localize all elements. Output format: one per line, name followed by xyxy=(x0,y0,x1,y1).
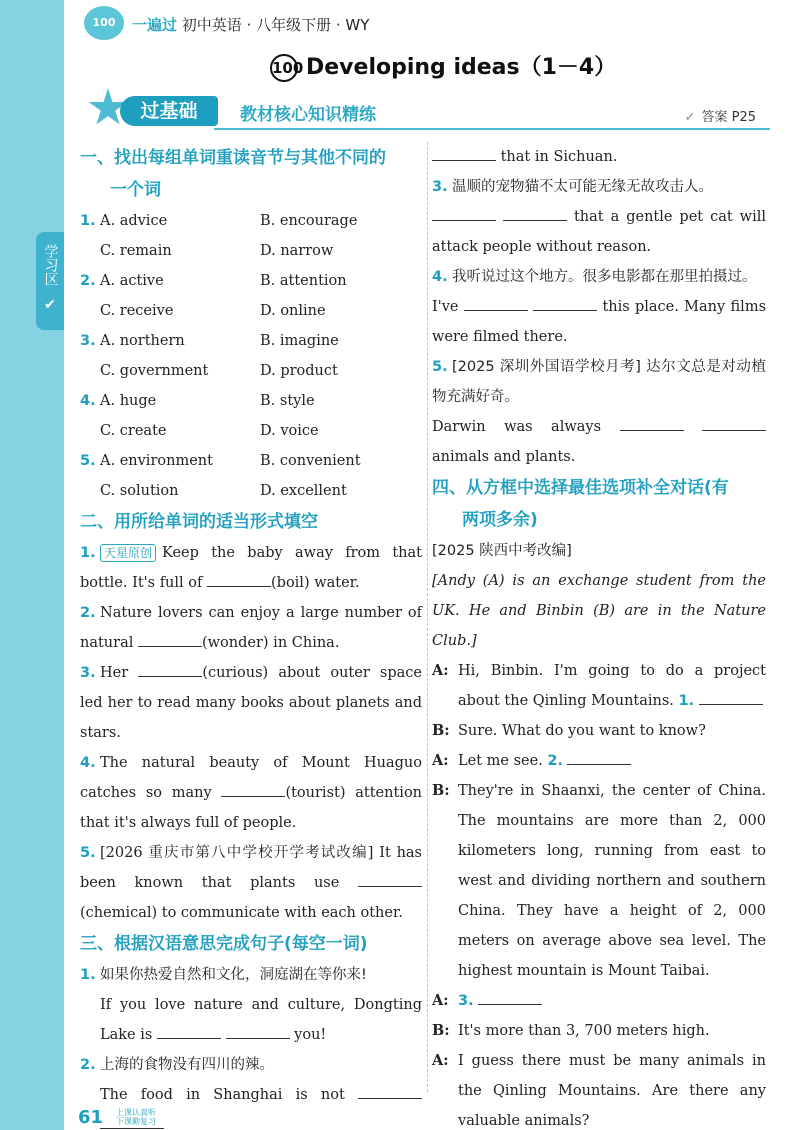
option-a: A. environment xyxy=(100,453,213,469)
answer-blank[interactable] xyxy=(432,143,496,161)
question-number: 3. xyxy=(432,179,448,195)
speaker: A: xyxy=(432,1052,449,1069)
answer-blank[interactable] xyxy=(138,629,202,647)
option-d: D. voice xyxy=(260,423,319,439)
study-area-label: 学习区 xyxy=(42,244,59,286)
blank-number: 1. xyxy=(678,693,695,709)
dialogue-text: Sure. What do you want to know? xyxy=(458,723,706,739)
dialogue-line xyxy=(432,1046,766,1130)
original-tag: 天星原创 xyxy=(100,544,156,562)
question-hint: (tourist) attention that it's always full of people. xyxy=(80,785,423,831)
answer-blank[interactable] xyxy=(464,293,528,311)
section-banner xyxy=(64,94,770,130)
option-d: D. excellent xyxy=(260,483,347,499)
english-sentence: If you love nature and culture, Dongting Lake is xyxy=(100,997,422,1043)
dialogue-line xyxy=(432,716,766,746)
english-sentence: I've xyxy=(432,299,459,315)
source-note: [2025 陕西中考改编] xyxy=(432,543,572,559)
question-number: 2. xyxy=(80,1057,96,1073)
section-3-title: 三、根据汉语意思完成句子(每空一词) xyxy=(80,934,368,954)
question-group xyxy=(80,386,422,446)
dialogue-line xyxy=(432,656,766,716)
chinese-sentence: 如果你热爱自然和文化，洞庭湖在等你来! xyxy=(100,967,367,983)
question-number: 5. xyxy=(432,359,448,375)
option-a: A. active xyxy=(100,273,164,289)
question-number: 4. xyxy=(80,393,96,409)
dialogue-line xyxy=(432,776,766,986)
footer-note-line1: 上课认真听 xyxy=(116,1108,156,1117)
logo-icon: 100 xyxy=(84,6,124,40)
answer-blank[interactable] xyxy=(358,1081,422,1099)
question-number: 3. xyxy=(80,333,96,349)
english-sentence-end: you! xyxy=(294,1027,327,1043)
dialogue-text: It's more than 3, 700 meters high. xyxy=(458,1023,710,1039)
fill-question xyxy=(80,538,422,598)
option-b: B. encourage xyxy=(260,213,358,229)
english-sentence-end: animals and plants. xyxy=(432,449,576,465)
option-b: B. style xyxy=(260,393,315,409)
option-c: C. solution xyxy=(100,483,179,499)
answer-blank[interactable] xyxy=(226,1021,290,1039)
column-divider xyxy=(427,142,428,1092)
brand-name: 一遍过 xyxy=(132,16,178,34)
answer-blank[interactable] xyxy=(358,869,422,887)
series-title xyxy=(132,14,369,35)
fill-question xyxy=(80,748,422,838)
answer-blank[interactable] xyxy=(157,1021,221,1039)
lesson-title xyxy=(270,50,616,82)
option-b: B. imagine xyxy=(260,333,339,349)
option-d: D. narrow xyxy=(260,243,334,259)
option-d: D. online xyxy=(260,303,326,319)
footer-note-line2: 下课勤复习 xyxy=(116,1117,156,1126)
fill-question xyxy=(80,838,422,928)
answer-blank[interactable] xyxy=(620,413,684,431)
answer-blank[interactable] xyxy=(138,659,202,677)
page-footer xyxy=(52,1100,192,1130)
option-d: D. product xyxy=(260,363,338,379)
answer-blank[interactable] xyxy=(699,687,763,705)
question-group xyxy=(80,206,422,266)
banner-tag: 过基础 xyxy=(120,96,218,126)
question-number: 2. xyxy=(80,273,96,289)
answer-blank[interactable] xyxy=(478,987,542,1005)
banner-rule xyxy=(214,128,770,130)
question-text: The natural beauty of Mount Huaguo catches so many xyxy=(80,755,422,801)
section-1-title xyxy=(80,142,422,206)
english-sentence: Darwin was always xyxy=(432,419,602,435)
footer-note xyxy=(116,1108,156,1126)
section-1-title-line1: 一、找出每组单词重读音节与其他不同的 xyxy=(80,148,386,168)
chinese-sentence: 温顺的宠物猫不太可能无缘无故攻击人。 xyxy=(452,179,713,195)
answer-blank[interactable] xyxy=(432,203,496,221)
translate-question xyxy=(432,262,766,352)
speaker: A: xyxy=(432,662,449,679)
question-number: 1. xyxy=(80,545,96,561)
option-c: C. receive xyxy=(100,303,174,319)
question-text: [2026 重庆市第八中学校开学考试改编] It has been known that plants use xyxy=(80,845,422,891)
dialogue-intro: [Andy (A) is an exchange student from the UK. He and Binbin (B) are in the Nature Club.] xyxy=(432,573,766,649)
translate-question-continued xyxy=(432,142,766,172)
dialogue-line xyxy=(432,986,766,1016)
blank-number: 3. xyxy=(458,993,474,1009)
section-2-title: 二、用所给单词的适当形式填空 xyxy=(80,512,318,532)
question-hint: (chemical) to communicate with each other. xyxy=(80,905,403,921)
answer-blank[interactable] xyxy=(503,203,567,221)
dialogue-line xyxy=(432,746,766,776)
left-column xyxy=(80,142,422,1130)
banner-subtitle: 教材核心知识精练 xyxy=(240,105,376,125)
chinese-sentence: 我听说过这个地方。很多电影都在那里拍摄过。 xyxy=(452,269,757,285)
fill-question xyxy=(80,598,422,658)
question-number: 5. xyxy=(80,845,96,861)
answer-blank[interactable] xyxy=(567,747,631,765)
page-number: 61 xyxy=(78,1107,104,1128)
english-sentence-end: this place. Many films were filmed there. xyxy=(432,299,767,345)
dialogue-text: I guess there must be many animals in the Qinling Mountains. Are there any valuable animals? xyxy=(458,1053,766,1129)
question-number: 1. xyxy=(80,213,96,229)
option-c: C. remain xyxy=(100,243,172,259)
question-number: 1. xyxy=(80,967,96,983)
question-group xyxy=(80,326,422,386)
translate-question xyxy=(432,172,766,262)
dialogue-text: Hi, Binbin. I'm going to do a project about the Qinling Mountains. xyxy=(458,663,766,709)
right-column xyxy=(432,142,766,1130)
english-sentence: that a gentle pet cat will attack people without reason. xyxy=(432,209,767,255)
answer-reference: ✓ 答案 P25 xyxy=(685,106,756,125)
speaker: A: xyxy=(432,992,449,1009)
question-number: 2. xyxy=(80,605,96,621)
translate-question xyxy=(432,352,766,472)
option-c: C. create xyxy=(100,423,167,439)
book-name: 初中英语 · 八年级下册 · WY xyxy=(181,16,370,34)
dialogue-text: They're in Shaanxi, the center of China. The mountains are more than 2, 000 kilometers long, running from east to west and dividing northern and southern China. They have a height of 2, 000 meters on average above sea level. The highest mountain is Mount Taibai. xyxy=(458,783,766,979)
question-text: Keep the baby away from that bottle. It's full of xyxy=(80,545,422,591)
chinese-sentence: 上海的食物没有四川的辣。 xyxy=(100,1057,274,1073)
question-number: 4. xyxy=(432,269,448,285)
header xyxy=(64,0,800,52)
lesson-title-text: Developing ideas（1－4） xyxy=(306,55,617,80)
dialogue-text: Let me see. xyxy=(458,753,543,769)
question-number: 5. xyxy=(80,453,96,469)
question-group xyxy=(80,446,422,506)
option-c: C. government xyxy=(100,363,209,379)
question-hint: (boil) water. xyxy=(271,575,360,591)
speaker: A: xyxy=(432,752,449,769)
question-text: Nature lovers can enjoy a large number of natural xyxy=(80,605,422,651)
english-sentence: The food in Shanghai is not xyxy=(100,1087,345,1103)
check-icon: ✔ xyxy=(44,297,56,313)
option-a: A. northern xyxy=(100,333,185,349)
option-b: B. convenient xyxy=(260,453,361,469)
english-sentence-end: that in Sichuan. xyxy=(500,149,618,165)
question-text: Her xyxy=(100,665,129,681)
question-hint: (curious) about outer space led her to read many books about planets and stars. xyxy=(80,665,422,741)
answer-blank[interactable] xyxy=(702,413,766,431)
blank-number: 2. xyxy=(547,753,564,769)
badge-icon: 100 xyxy=(270,54,298,82)
fill-question xyxy=(80,658,422,748)
option-b: B. attention xyxy=(260,273,347,289)
speaker: B: xyxy=(432,1022,450,1039)
translate-question xyxy=(80,960,422,1050)
speaker: B: xyxy=(432,722,450,739)
study-area-tab xyxy=(36,232,64,330)
question-hint: (wonder) in China. xyxy=(201,635,340,651)
answer-blank[interactable] xyxy=(221,779,285,797)
option-a: A. huge xyxy=(100,393,157,409)
section-1-title-line2: 一个词 xyxy=(110,180,161,200)
answer-blank[interactable] xyxy=(207,569,271,587)
speaker: B: xyxy=(432,782,450,799)
section-4-title-line2: 两项多余) xyxy=(462,510,538,530)
question-number: 3. xyxy=(80,665,96,681)
option-a: A. advice xyxy=(100,213,168,229)
dialogue-line xyxy=(432,1016,766,1046)
question-number: 4. xyxy=(80,755,96,771)
question-group xyxy=(80,266,422,326)
section-4-title xyxy=(432,472,766,536)
left-sidebar xyxy=(0,0,64,1130)
section-4-title-line1: 四、从方框中选择最佳选项补全对话(有 xyxy=(432,478,729,498)
chinese-sentence: [2025 深圳外国语学校月考] 达尔文总是对动植物充满好奇。 xyxy=(432,359,766,405)
answer-blank[interactable] xyxy=(533,293,597,311)
